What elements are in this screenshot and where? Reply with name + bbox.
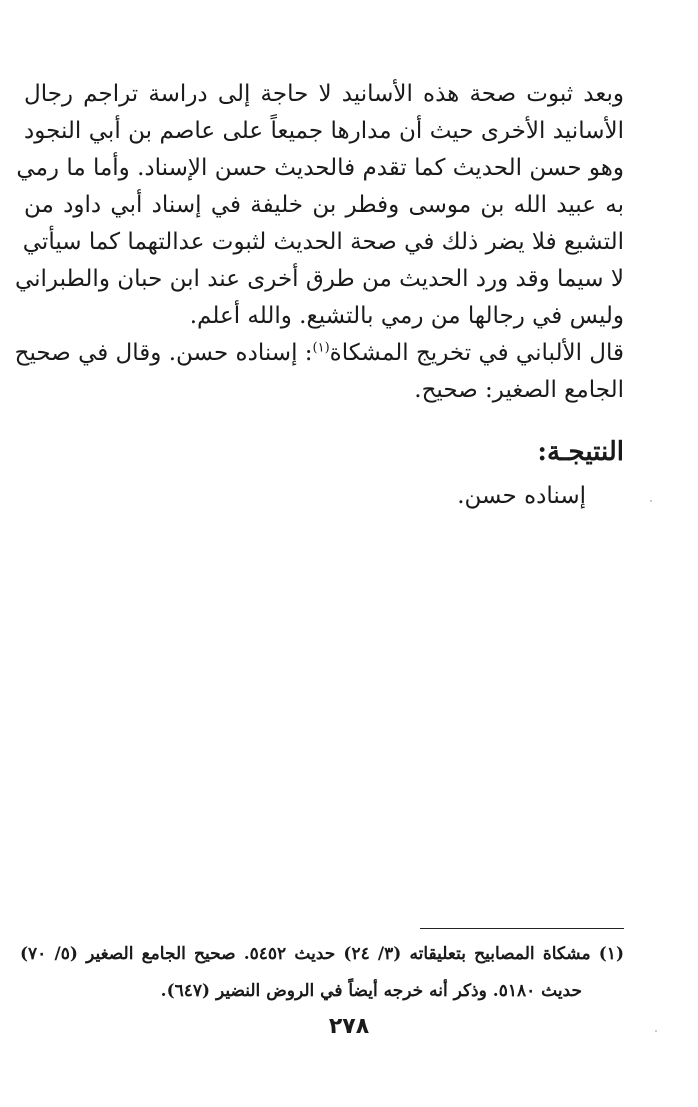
body-line-1: وبعد ثبوت صحة هذه الأسانيد لا حاجة إلى دراسة تراجم رجال: [24, 81, 624, 107]
footnote-line-2: حديث ٥١٨٠. وذكر أنه خرجه أيضاً في الروض النضير (٦٤٧).: [160, 981, 582, 1001]
body-line-6: لا سيما وقد ورد الحديث من طرق أخرى عند ابن حبان والطبراني: [14, 266, 624, 292]
footnote-line-1: (١) مشكاة المصابيح بتعليقاته (٣/ ٢٤) حديث ٥٤٥٢. صحيح الجامع الصغير (٥/ ٧٠): [20, 944, 624, 964]
page-number: ٢٧٨: [328, 1014, 370, 1039]
footnote-separator: [420, 928, 624, 929]
albani-line-1: [14, 338, 624, 368]
body-line-7: وليس في رجالها من رمي بالتشيع. والله أعلم.: [189, 303, 624, 329]
albani-line-2: الجامع الصغير: صحيح.: [414, 377, 624, 403]
albani-text-after: : إسناده حسن. وقال في صحيح: [14, 340, 313, 366]
result-text: إسناده حسن.: [457, 483, 586, 509]
body-line-2: الأسانيد الأخرى حيث أن مدارها جميعاً على عاصم بن أبي النجود: [24, 118, 624, 144]
scan-speck: [650, 500, 652, 502]
albani-text-before: قال الألباني في تخريج المشكاة: [329, 340, 624, 366]
body-line-4: به عبيد الله بن موسى وفطر بن خليفة في إسناد أبي داود من: [24, 192, 624, 218]
scan-speck: [655, 1030, 657, 1032]
body-line-5: التشيع فلا يضر ذلك في صحة الحديث لثبوت عدالتهما كما سيأتي: [22, 229, 624, 255]
result-heading: النتيجـة:: [537, 437, 624, 467]
body-line-3: وهو حسن الحديث كما تقدم فالحديث حسن الإسناد. وأما ما رمي: [16, 155, 624, 181]
footnote-ref-marker[interactable]: (١): [312, 340, 330, 356]
